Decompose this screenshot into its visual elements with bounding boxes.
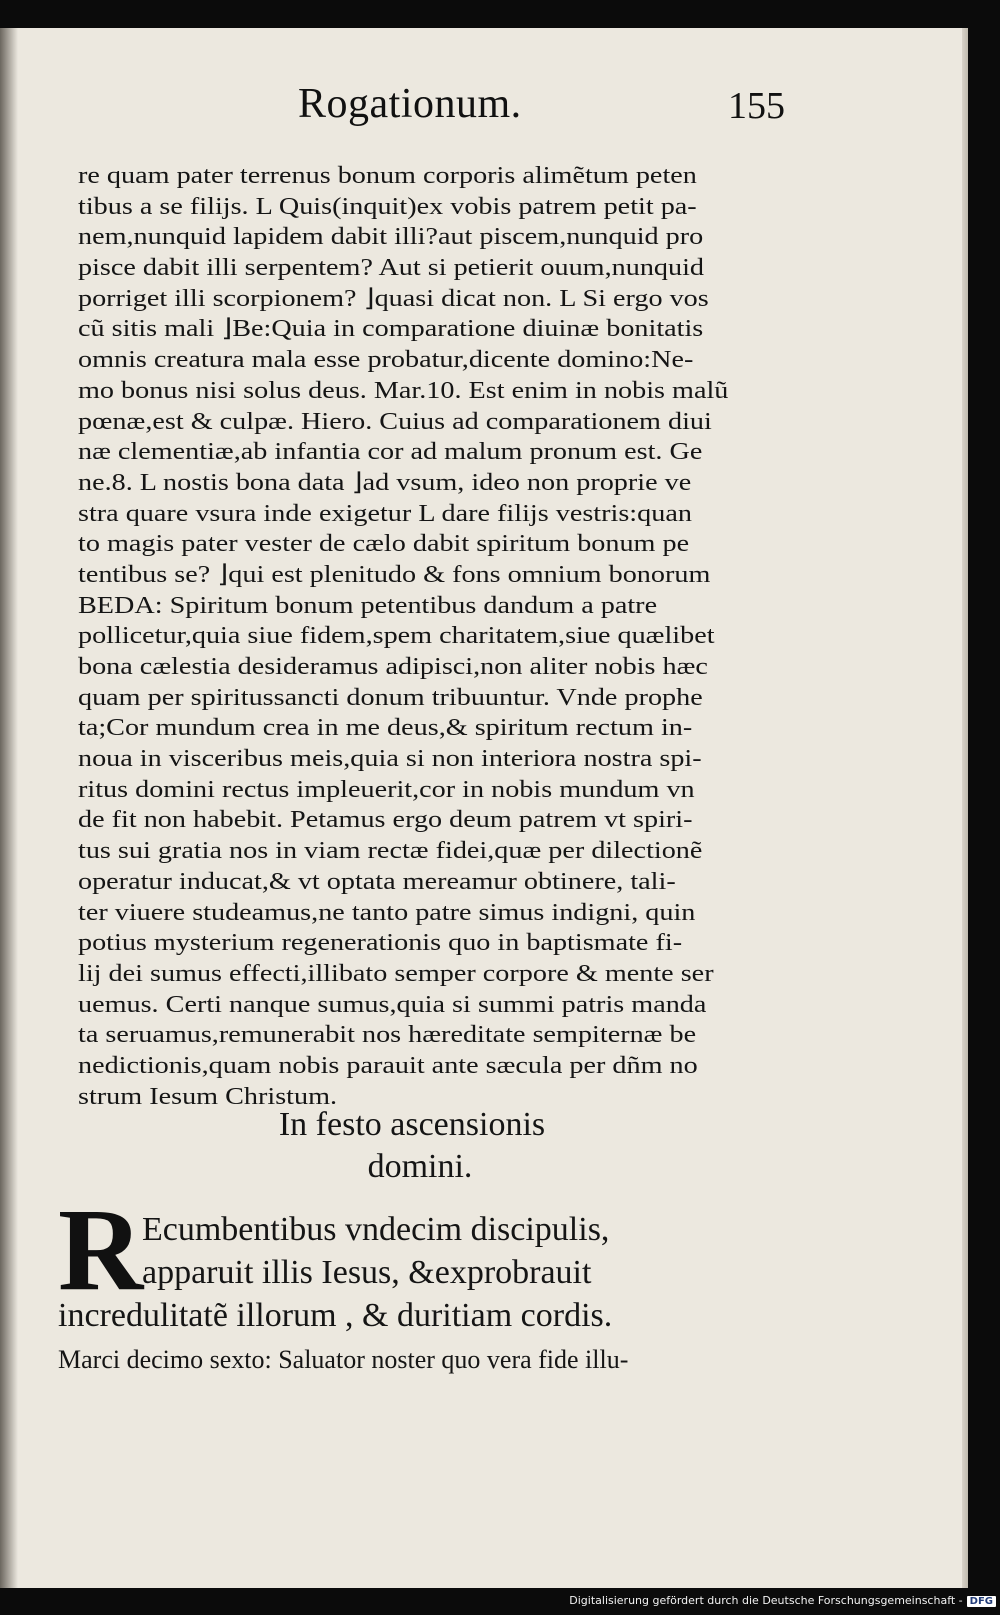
text-line: pisce dabit illi serpentem? Aut si petierit ouum,nunquid: [78, 254, 705, 282]
text-line: ritus domini rectus impleuerit,cor in nobis mundum vn: [78, 775, 695, 803]
credit-text: Digitalisierung gefördert durch die Deutsche Forschungsgemeinschaft -: [569, 1594, 963, 1607]
text-line: næ clementiæ,ab infantia cor ad malum pronum est. Ge: [78, 438, 703, 466]
body-text: [78, 161, 788, 1112]
dfg-logo: DFG: [967, 1596, 996, 1607]
text-line: re quam pater terrenus bonum corporis alimẽtum peten: [78, 162, 697, 189]
text-line: de fit non habebit. Petamus ergo deum patrem vt spiri-: [78, 806, 693, 834]
section-line-4: Marci decimo sexto: Saluator noster quo vera fide illu-: [58, 1345, 629, 1374]
drop-cap: R: [58, 1184, 144, 1315]
page-number: 155: [728, 85, 785, 127]
book-page: [0, 28, 968, 1588]
digitization-credit: [0, 1594, 996, 1607]
section-heading-line2: domini.: [367, 1148, 473, 1185]
text-line: uemus. Certi nanque sumus,quia si summi patris manda: [78, 990, 707, 1018]
text-line: ter viuere studeamus,ne tanto patre simus indigni, quin: [78, 898, 696, 926]
section-line-3: incredulitatẽ illorum , & duritiam cordis.: [58, 1297, 613, 1334]
text-line: tentibus se? ⌋qui est plenitudo & fons omnium bonorum: [78, 560, 711, 588]
text-line: cũ sitis mali ⌋Be:Quia in comparatione diuinæ bonitatis: [78, 315, 704, 343]
text-line: pœnæ,est & culpæ. Hiero. Cuius ad comparationem diui: [78, 407, 712, 435]
text-line: to magis pater vester de cælo dabit spiritum bonum pe: [78, 530, 690, 558]
text-line: pollicetur,quia siue fidem,spem charitatem,siue quælibet: [78, 622, 715, 650]
text-line: strum Iesum Christum.: [78, 1082, 338, 1110]
text-line: porriget illi scorpionem? ⌋quasi dicat non. L Si ergo vos: [78, 284, 709, 312]
text-line: lij dei sumus effecti,illibato semper corpore & mente ser: [78, 959, 714, 987]
page-header: [0, 80, 962, 140]
text-line: operatur inducat,& vt optata mereamur obtinere, tali-: [78, 867, 676, 895]
text-line: ta seruamus,remunerabit nos hæreditate sempiternæ be: [78, 1021, 697, 1049]
section-heading-line1: In festo ascensionis: [278, 1106, 546, 1143]
section-line-2: apparuit illis Iesus, &exprobrauit: [142, 1254, 592, 1291]
text-line: ne.8. L nostis bona data ⌋ad vsum, ideo non proprie ve: [78, 468, 692, 496]
text-line: noua in visceribus meis,quia si non interiora nostra spi-: [78, 745, 702, 773]
text-line: BEDA: Spiritum bonum petentibus dandum a patre: [78, 591, 658, 619]
text-line: ta;Cor mundum crea in me deus,& spiritum rectum in-: [78, 714, 693, 742]
text-line: potius mysterium regenerationis quo in baptismate fi-: [78, 929, 683, 957]
text-line: mo bonus nisi solus deus. Mar.10. Est enim in nobis malũ: [78, 376, 729, 404]
text-line: tibus a se filijs. L Quis(inquit)ex vobis patrem petit pa-: [78, 192, 697, 220]
section-line-1: Ecumbentibus vndecim discipulis,: [142, 1211, 610, 1248]
text-line: stra quare vsura inde exigetur L dare filijs vestris:quan: [78, 499, 692, 527]
page-gutter-shadow: [0, 28, 18, 1588]
text-line: omnis creatura mala esse probatur,dicente domino:Ne-: [78, 346, 694, 374]
running-title: Rogationum.: [298, 81, 522, 127]
text-line: tus sui gratia nos in viam rectæ fidei,quæ per dilectionẽ: [78, 837, 703, 865]
text-line: nem,nunquid lapidem dabit illi?aut piscem,nunquid pro: [78, 223, 704, 251]
text-line: bona cælestia desideramus adipisci,non aliter nobis hæc: [78, 653, 708, 680]
page-edge: [962, 28, 968, 1588]
text-line: nedictionis,quam nobis parauit ante sæcula per dñm no: [78, 1051, 698, 1079]
text-line: quam per spiritussancti donum tribuuntur. Vnde prophe: [78, 683, 703, 711]
